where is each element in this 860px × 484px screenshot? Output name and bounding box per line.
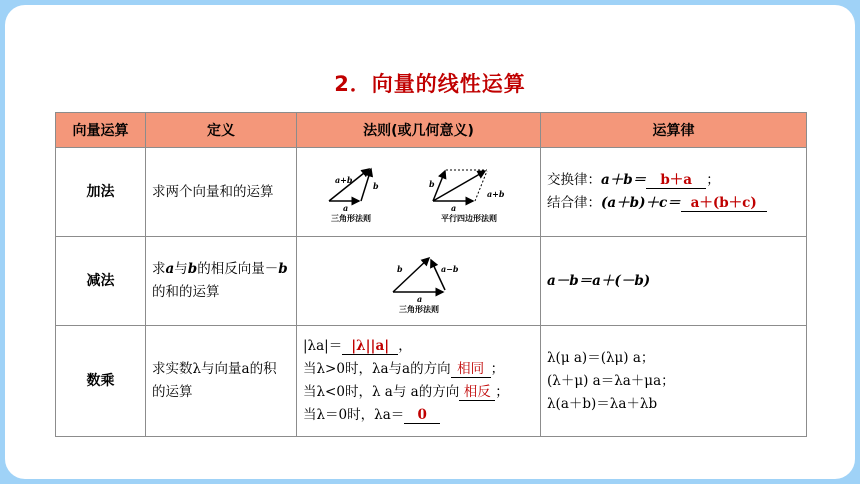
label-a: a (450, 203, 456, 213)
commutative-law: 交换律：a＋b＝ b＋a ； (547, 172, 720, 188)
subtraction-triangle-figure (371, 248, 467, 314)
header-rule: 法则(或几何意义) (297, 113, 541, 148)
label-b: b (396, 264, 403, 274)
label-b: b (372, 181, 379, 191)
table-header-row (56, 113, 807, 148)
header-definition: 定义 (146, 113, 297, 148)
rule-subtraction (297, 237, 541, 326)
law-scalar (541, 326, 807, 437)
op-addition: 加法 (56, 148, 146, 237)
caption-triangle-rule: 三角形法则 (330, 214, 371, 223)
rule-scalar (297, 326, 541, 437)
label-a-minus-b: a−b (440, 264, 458, 274)
definition-scalar: 求实数λ与向量a的积的运算 (146, 326, 297, 437)
header-law: 运算律 (541, 113, 807, 148)
label-a: a (342, 203, 348, 213)
rule-addition (297, 148, 541, 237)
label-a: a (416, 294, 422, 304)
label-a-plus-b: a+b (486, 189, 504, 199)
header-operation: 向量运算 (56, 113, 146, 148)
law-line: λ(μ a)＝(λμ) a； (547, 349, 655, 366)
table-row-addition (56, 148, 807, 237)
answer-blank: a＋(b＋c) (681, 195, 767, 212)
negative-case-line: 当λ<0时，λ a与 a的方向 相反 ； (303, 384, 509, 400)
law-line: λ(a＋b)＝λa＋λb (547, 395, 658, 412)
table-row-subtraction (56, 237, 807, 326)
vector-operations-table (55, 112, 807, 437)
slide (5, 5, 855, 479)
parallelogram-rule-figure (421, 161, 517, 223)
law-line: (λ＋μ) a＝λa＋μa； (547, 372, 675, 389)
table-row-scalar (56, 326, 807, 437)
law-addition (541, 148, 807, 237)
law-subtraction: a－b＝a＋(－b) (541, 237, 807, 326)
positive-case-line: 当λ>0时，λa与a的方向 相同 ； (303, 361, 505, 377)
definition-addition: 求两个向量和的运算 (146, 148, 297, 237)
answer-blank: |λ||a| (342, 338, 398, 355)
triangle-rule-figure (321, 161, 401, 223)
magnitude-line: |λa|＝ |λ||a| ， (303, 338, 412, 354)
definition-subtraction: 求a与b的相反向量－b的和的运算 (146, 237, 297, 326)
page-title: 2．向量的线性运算 (334, 72, 526, 96)
label-a-plus-b: a+b (334, 175, 352, 185)
label-b: b (428, 179, 435, 189)
caption-triangle-rule: 三角形法则 (398, 305, 439, 314)
op-scalar: 数乘 (56, 326, 146, 437)
op-subtraction: 减法 (56, 237, 146, 326)
answer-blank: 0 (404, 407, 440, 424)
answer-blank: 相同 (451, 361, 491, 378)
answer-blank: 相反 (459, 384, 495, 401)
zero-case-line: 当λ＝0时，λa＝ 0 (303, 404, 534, 427)
associative-law: 结合律：(a＋b)＋c＝ a＋(b＋c) (547, 192, 800, 215)
answer-blank: b＋a (646, 172, 706, 189)
caption-parallelogram-rule: 平行四边形法则 (440, 214, 497, 223)
